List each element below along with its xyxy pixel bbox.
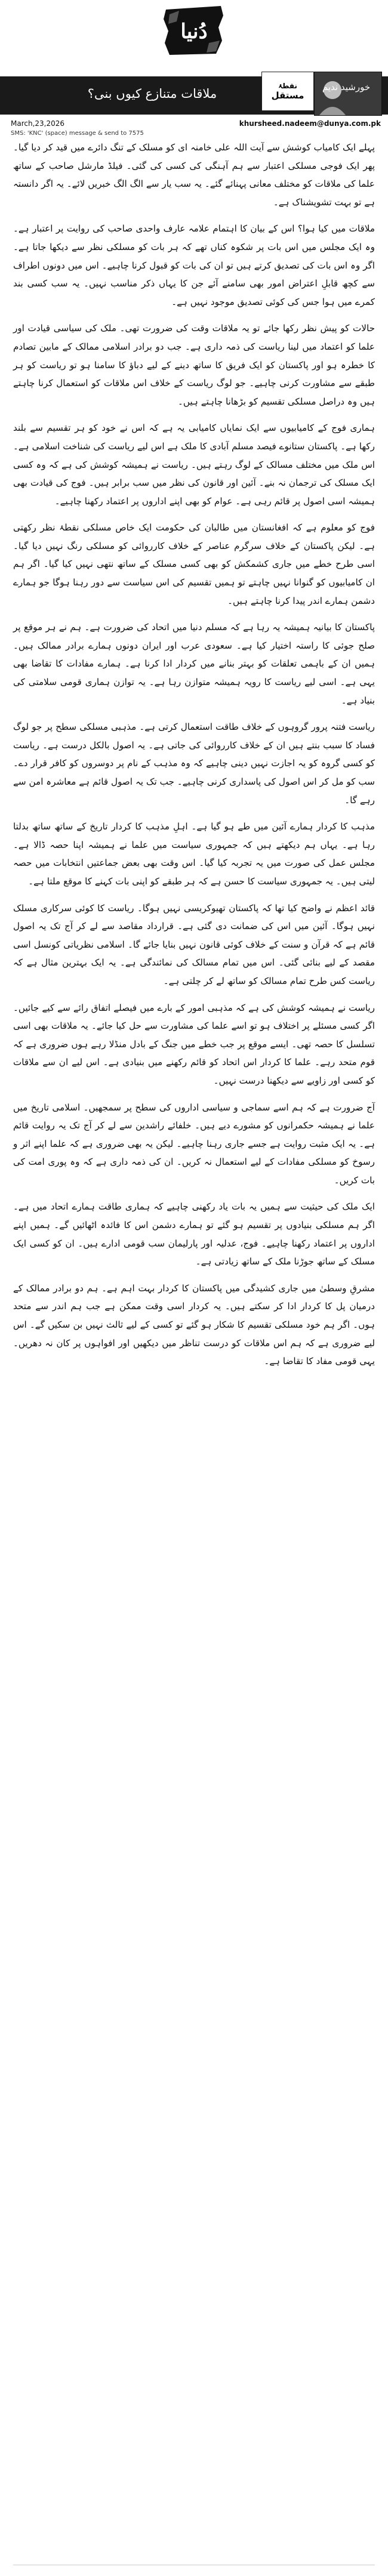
author-portrait-icon [315, 72, 381, 115]
column-brand-line1: نقطۂ [278, 82, 297, 90]
article-paragraph: ریاست نے ہمیشہ کوشش کی ہے کہ مذہبی امور کے بارے میں فیصلے اتفاق رائے سے کیے جائیں۔ اگر کسی مسئلے پر اختلاف ہو تو اسے علما کی مشاورت سے حل کیا جائے۔ یہ ملاقات بھی اسی تسلسل کا حصہ تھی۔ ایسے موقع پر جب خطے میں جنگ کے بادل منڈلا رہے ہوں ضروری ہے کہ قوم متحد رہے۔ علما کا کردار اس اتحاد کو قائم رکھنے میں بنیادی ہے۔ اس لیے ان سے ملاقات کو کسی اور زاویے سے دیکھنا درست نہیں۔ [13, 1002, 375, 1086]
column-brand [261, 72, 314, 111]
column-brand-line2: مستقل [271, 90, 304, 101]
article-paragraph: پاکستان کا بیانیہ ہمیشہ یہ رہا ہے کہ مسلم دنیا میں اتحاد کی ضرورت ہے۔ ہم نے ہر موقع پر صلح جوئی کا راستہ اختیار کیا ہے۔ سعودی عرب اور ایران دونوں ہمارے برادر ممالک ہیں۔ ہمیں ان کے باہمی تعلقات کو بہتر بنانے میں کردار ادا کرنا ہے۔ ہمارے مفادات کا تقاضا بھی یہی ہے۔ اسی لیے ریاست کا رویہ ہمیشہ متوازن رہا ہے۔ یہ توازن ہماری قومی سلامتی کی بنیاد ہے۔ [13, 622, 375, 706]
article-paragraph: حالات کو پیش نظر رکھا جائے تو یہ ملاقات وقت کی ضرورت تھی۔ ملک کی سیاسی قیادت اور علما کو اعتماد میں لینا ریاست کی ذمہ داری ہے۔ جب دو برادر اسلامی ممالک کے مابین تصادم کا خطرہ ہو اور پاکستان کو ایک فریق کا ساتھ دینے کے لیے دباؤ کا سامنا ہو تو ریاست کو ہر طبقے سے مشاورت کرنی چاہیے۔ جو لوگ ریاست کے خلاف اس ملاقات کو استعمال کرنا چاہتے ہیں وہ دراصل مسلکی تقسیم کو بڑھانا چاہتے ہیں۔ [13, 323, 375, 407]
article-paragraph: ریاست فتنہ پرور گروہوں کے خلاف طاقت استعمال کرتی ہے۔ مذہبی مسلکی سطح پر جو لوگ فساد کا سبب بنتے ہیں ان کے خلاف کارروائی کی جاتی ہے۔ یہ اصول بالکل درست ہے۔ ریاست کو کسی گروہ کو یہ اجازت نہیں دینی چاہیے کہ وہ مذہب کے نام پر دوسروں کو کافر قرار دے۔ سب کو مل کر اس اصول کی پاسداری کرنی چاہیے۔ جب تک یہ اصول قائم ہے معاشرہ امن سے رہے گا۔ [13, 721, 375, 806]
article-body [13, 138, 375, 1379]
article-paragraph: ملاقات میں کیا ہوا؟ اس کے بیان کا اہتمام علامہ عارف واحدی صاحب کی روایت پر اعتبار ہے۔ وہ ایک مجلس میں اس بات پر شکوہ کناں تھے کہ ہر بات کو مسلکی نظر سے دیکھا جاتا ہے۔ اگر وہ اس بات کی تصدیق کرتے ہیں تو ان کی بات کو قبول کرنا چاہیے۔ اس میں دونوں اطراف سے کچھ قابلِ اعتراض امور بھی سامنے آئے جن کا یہاں ذکر مناسب نہیں۔ یہ سب کسی بند کمرے میں ہوا جس کی کوئی تصدیق موجود نہیں ہے۔ [13, 223, 375, 307]
newspaper-logo-icon [161, 4, 227, 57]
author-photo [314, 72, 382, 116]
article-paragraph: ہماری فوج کے کامیابیوں سے ایک نمایاں کامیابی یہ ہے کہ اس نے خود کو ہر تقسیم سے بلند رکھا ہے۔ پاکستان ستانوے فیصد مسلم آبادی کا ملک ہے اس لیے ریاست کی شناخت اسلامی ہے۔ اس ملک میں مختلف مسالک کے لوگ رہتے ہیں۔ ریاست نے ہمیشہ کوشش کی ہے کہ وہ کسی ایک مسلک کی ترجمان نہ بنے۔ آئین اور قانون کی نظر میں سب برابر ہیں۔ فوج کی قیادت بھی ہمیشہ اسی اصول پر قائم رہی ہے۔ عوام کو بھی اپنے اداروں پر اعتماد رکھنا چاہیے۔ [13, 422, 375, 507]
article-paragraph: مشرقِ وسطیٰ میں جاری کشیدگی میں پاکستان کا کردار بہت اہم ہے۔ ہم دو برادر ممالک کے درمیان پل کا کردار ادا کر سکتے ہیں۔ یہ کردار اسی وقت ممکن ہے جب ہم اندر سے متحد ہوں۔ اگر ہم خود مسلکی تقسیم کا شکار ہو گئے تو کسی کے لیے ثالث نہیں بن سکیں گے۔ اس لیے ضروری ہے کہ ہم اس ملاقات کو درست تناظر میں دیکھیں اور افواہوں پر کان نہ دھریں۔ یہی قومی مفاد کا تقاضا ہے۔ [13, 1282, 375, 1367]
logo-text: دُنیا [180, 20, 208, 44]
article-paragraph: فوج کو معلوم ہے کہ افغانستان میں طالبان کی حکومت ایک خاص مسلکی نقطۂ نظر رکھتی ہے۔ لیکن پاکستان کے خلاف سرگرم عناصر کے خلاف کارروائی کو مسلکی رنگ نہیں دیا گیا۔ اسی طرح خطے میں جاری کشمکش کو بھی کسی مسلک کے ساتھ نتھی نہیں کیا گیا۔ اگر ہم ان کامیابیوں کو گنوانا نہیں چاہتے تو ہمیں تقسیم کی اس سیاست سے دور رہنا ہوگا جو ہمارے دشمن ہمارے اندر پیدا کرنا چاہتے ہیں۔ [13, 522, 375, 606]
article-paragraph: آج ضرورت ہے کہ ہم اسے سماجی و سیاسی اداروں کی سطح پر سمجھیں۔ اسلامی تاریخ میں علما نے ہمیشہ حکمرانوں کو مشورے دیے ہیں۔ خلفائے راشدین سے لے کر آج تک یہ روایت قائم ہے۔ یہ ایک مثبت روایت ہے جسے جاری رہنا چاہیے۔ لیکن یہ بھی ضروری ہے کہ علما اپنے اثر و رسوخ کو مسلکی مفادات کے لیے استعمال نہ کریں۔ ان کی ذمہ داری ہے کہ وہ پوری امت کی بات کریں۔ [13, 1102, 375, 1186]
author-email[interactable]: khursheed.nadeem@dunya.com.pk [239, 119, 381, 128]
article-paragraph: مذہب کا کردار ہمارے آئین میں طے ہو گیا ہے۔ اہلِ مذہب کا کردار تاریخ کے ساتھ ساتھ بدلتا رہا ہے۔ یہاں ہم دیکھتے ہیں کہ جمہوری سیاست میں علما نے ہمیشہ اپنا حصہ ڈالا ہے۔ مجلس عمل کی صورت میں یہ تجربہ کیا گیا۔ اس وقت بھی بعض جماعتیں انتخابات میں حصہ لیتی ہیں۔ یہ جمہوری سیاست کا حسن ہے کہ ہر طبقے کو اپنی بات کہنے کا موقع ملتا ہے۔ [13, 821, 375, 887]
publish-date: March,23,2026 [11, 119, 65, 128]
article-paragraph: پہلے ایک کامیاب کوشش سے آیت اللہ علی خامنہ ای کو مسلک کے تنگ دائرے میں قید کر دیا گیا۔ پھر ایک فوجی مسلکی اعتبار سے ہم آہنگی کی کسی کی گئی۔ فیلڈ مارشل صاحب کے ساتھ علما کی ملاقات کو مختلف معانی پہنائے گئے۔ یہ سب یار سے الگ الگ خبریں لائے۔ یہ اگر دانستہ ہے تو بہت تشویشناک ہے۔ [13, 142, 375, 208]
sms-info: SMS: 'KNC' (space) message & send to 7575 [11, 130, 144, 137]
article-paragraph: قائد اعظم نے واضح کیا تھا کہ پاکستان تھیوکریسی نہیں ہوگا۔ ریاست کا کوئی سرکاری مسلک نہیں ہوگا۔ آئین میں اس کی ضمانت دی گئی ہے۔ قرارداد مقاصد سے لے کر آج تک یہ اصول قائم ہے کہ قرآن و سنت کے خلاف کوئی قانون نہیں بنایا جائے گا۔ اسلامی نظریاتی کونسل اسی مقصد کے لیے بنائی گئی۔ اس میں تمام مسالک کی نمائندگی ہے۔ یہ ایک بہترین مثال ہے کہ ریاست کس طرح تمام مسالک کو ساتھ لے کر چلتی ہے۔ [13, 902, 375, 986]
article-paragraph: ایک ملک کی حیثیت سے ہمیں یہ بات یاد رکھنی چاہیے کہ ہماری طاقت ہمارے اتحاد میں ہے۔ اگر ہم مسلکی بنیادوں پر تقسیم ہو گئے تو ہمارے دشمن اس کا فائدہ اٹھائیں گے۔ ہمیں اپنے اداروں پر اعتماد رکھنا چاہیے۔ فوج، عدلیہ اور پارلیمان سب قومی ادارے ہیں۔ ان کو کسی ایک مسلک کے ساتھ جوڑنا ملک کے ساتھ زیادتی ہے۔ [13, 1201, 375, 1267]
article-title: ملاقات متنازع کیوں بنی؟ [87, 87, 217, 101]
article-header [0, 72, 388, 137]
author-name: خورشید ندیم [322, 82, 371, 92]
masthead [0, 0, 388, 60]
